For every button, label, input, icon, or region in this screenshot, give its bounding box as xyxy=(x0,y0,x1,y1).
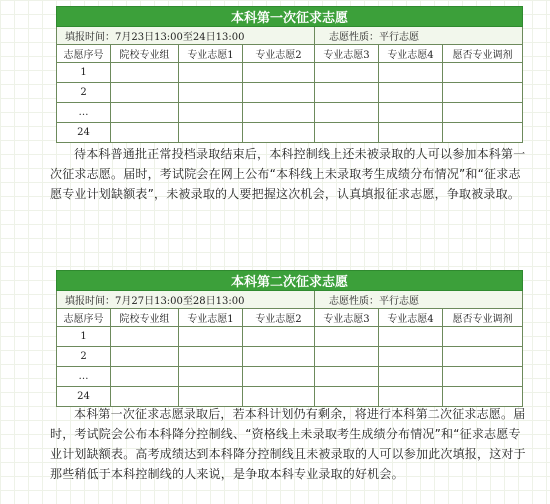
empty-cell[interactable] xyxy=(443,83,523,103)
column-header: 专业志愿4 xyxy=(379,45,443,63)
empty-cell[interactable] xyxy=(179,347,243,367)
column-header: 专业志愿2 xyxy=(243,309,315,327)
empty-cell[interactable] xyxy=(315,367,379,387)
fill-time: 填报时间：7月23日13:00至24日13:00 xyxy=(57,27,315,45)
table-row xyxy=(57,347,523,367)
empty-cell[interactable] xyxy=(179,367,243,387)
empty-cell[interactable] xyxy=(443,63,523,83)
empty-cell[interactable] xyxy=(111,367,179,387)
empty-cell[interactable] xyxy=(443,103,523,123)
row-number: 2 xyxy=(57,347,111,367)
volunteer-table-2 xyxy=(56,270,523,407)
row-number: 1 xyxy=(57,327,111,347)
empty-cell[interactable] xyxy=(243,327,315,347)
column-header: 愿否专业调剂 xyxy=(443,45,523,63)
column-header: 志愿序号 xyxy=(57,45,111,63)
empty-cell[interactable] xyxy=(315,347,379,367)
column-header: 院校专业组 xyxy=(111,45,179,63)
paragraph-first-collection: 待本科普通批正常投档录取结束后，本科控制线上还未被录取的人可以参加本科第一次征求志愿。届时，考试院会在网上公布“本科线上未录取考生成绩分布情况”和“征求志愿专业计划缺额表”，未被录取的人要把握这次机会，认真填报征求志愿，争取被录取。 xyxy=(50,147,526,201)
empty-cell[interactable] xyxy=(243,83,315,103)
table-row xyxy=(57,123,523,143)
empty-cell[interactable] xyxy=(243,63,315,83)
empty-cell[interactable] xyxy=(111,103,179,123)
empty-cell[interactable] xyxy=(379,347,443,367)
column-header: 专业志愿2 xyxy=(243,45,315,63)
column-header: 志愿序号 xyxy=(57,309,111,327)
empty-cell[interactable] xyxy=(243,123,315,143)
paragraph-second-collection: 本科第一次征求志愿录取后，若本科计划仍有剩余，将进行本科第二次征求志愿。届时，考试院会公布本科降分控制线、“资格线上未录取考生成绩分布情况”和“征求志愿专业计划缺额表。高考成绩达到本科降分控制线且未被录取的人可以参加此次填报，这对于那些稍低于本科控制线的人来说，是争取本科专业录取的好机会。 xyxy=(50,407,526,481)
empty-cell[interactable] xyxy=(179,123,243,143)
table-title: 本科第一次征求志愿 xyxy=(57,7,523,27)
empty-cell[interactable] xyxy=(315,123,379,143)
column-header: 愿否专业调剂 xyxy=(443,309,523,327)
column-header: 专业志愿4 xyxy=(379,309,443,327)
column-header: 专业志愿3 xyxy=(315,309,379,327)
empty-cell[interactable] xyxy=(379,103,443,123)
row-number: … xyxy=(57,103,111,123)
column-header: 专业志愿1 xyxy=(179,309,243,327)
empty-cell[interactable] xyxy=(111,63,179,83)
table-row xyxy=(57,63,523,83)
volunteer-nature: 志愿性质：平行志愿 xyxy=(315,27,523,45)
empty-cell[interactable] xyxy=(379,83,443,103)
row-number: 1 xyxy=(57,63,111,83)
column-header: 院校专业组 xyxy=(111,309,179,327)
empty-cell[interactable] xyxy=(443,327,523,347)
empty-cell[interactable] xyxy=(111,347,179,367)
empty-cell[interactable] xyxy=(379,63,443,83)
empty-cell[interactable] xyxy=(243,367,315,387)
table-row xyxy=(57,103,523,123)
column-header: 专业志愿3 xyxy=(315,45,379,63)
empty-cell[interactable] xyxy=(443,123,523,143)
row-number: 24 xyxy=(57,387,111,407)
empty-cell[interactable] xyxy=(179,83,243,103)
empty-cell[interactable] xyxy=(111,83,179,103)
empty-cell[interactable] xyxy=(179,63,243,83)
empty-cell[interactable] xyxy=(443,367,523,387)
empty-cell[interactable] xyxy=(243,347,315,367)
empty-cell[interactable] xyxy=(179,103,243,123)
row-number: 2 xyxy=(57,83,111,103)
table-row xyxy=(57,367,523,387)
empty-cell[interactable] xyxy=(243,103,315,123)
empty-cell[interactable] xyxy=(111,123,179,143)
empty-cell[interactable] xyxy=(379,123,443,143)
empty-cell[interactable] xyxy=(379,367,443,387)
row-number: … xyxy=(57,367,111,387)
row-number: 24 xyxy=(57,123,111,143)
empty-cell[interactable] xyxy=(315,103,379,123)
table-title: 本科第二次征求志愿 xyxy=(57,271,523,291)
empty-cell[interactable] xyxy=(111,327,179,347)
volunteer-nature: 志愿性质：平行志愿 xyxy=(315,291,523,309)
empty-cell[interactable] xyxy=(315,83,379,103)
column-header: 专业志愿1 xyxy=(179,45,243,63)
empty-cell[interactable] xyxy=(315,63,379,83)
table-row xyxy=(57,83,523,103)
empty-cell[interactable] xyxy=(315,327,379,347)
empty-cell[interactable] xyxy=(443,347,523,367)
fill-time: 填报时间：7月27日13:00至28日13:00 xyxy=(57,291,315,309)
volunteer-table-1 xyxy=(56,6,523,143)
empty-cell[interactable] xyxy=(179,327,243,347)
table-row xyxy=(57,327,523,347)
empty-cell[interactable] xyxy=(379,327,443,347)
